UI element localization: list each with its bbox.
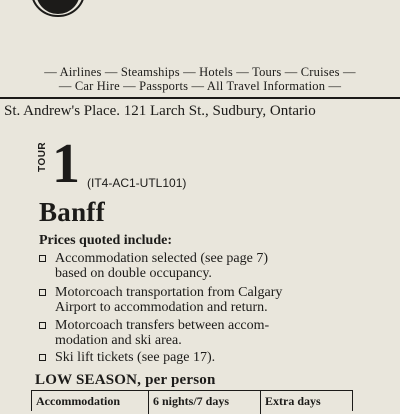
- destination-title: Banff: [39, 197, 106, 227]
- tour-label: TOUR: [37, 141, 48, 172]
- column-header: Accommodation: [36, 394, 120, 408]
- services-line-2: — Car Hire — Passports — All Travel Information —: [58, 79, 342, 93]
- tour-code: (IT4-AC1-UTL101): [87, 176, 187, 190]
- tour-number: 1: [52, 133, 80, 195]
- column-header: 6 nights/7 days: [148, 391, 261, 414]
- divider: [0, 97, 400, 99]
- checkbox-bullet-icon: [39, 255, 46, 262]
- list-item-text: Ski lift tickets (see page 17).: [55, 350, 216, 365]
- globe-logo-icon: [26, 0, 90, 18]
- column-header: Extra days: [260, 391, 355, 414]
- list-item-text: Airport to accommodation and return.: [55, 300, 268, 315]
- checkbox-bullet-icon: [39, 322, 46, 329]
- list-item-text: Motorcoach transfers between accom-: [55, 318, 270, 333]
- price-table: [31, 390, 353, 411]
- agency-address: St. Andrew's Place. 121 Larch St., Sudbury, Ontario: [4, 103, 316, 119]
- checkbox-bullet-icon: [39, 289, 46, 296]
- checkbox-bullet-icon: [39, 354, 46, 361]
- list-item-text: Accommodation selected (see page 7): [55, 251, 269, 266]
- season-heading: LOW SEASON, per person: [35, 372, 216, 388]
- list-item-text: modation and ski area.: [55, 333, 182, 348]
- includes-heading: Prices quoted include:: [39, 233, 172, 248]
- list-item-text: based on double occupancy.: [55, 266, 212, 281]
- services-line-1: — Airlines — Steamships — Hotels — Tours — Cruises —: [44, 65, 356, 79]
- list-item-text: Motorcoach transportation from Calgary: [55, 285, 283, 300]
